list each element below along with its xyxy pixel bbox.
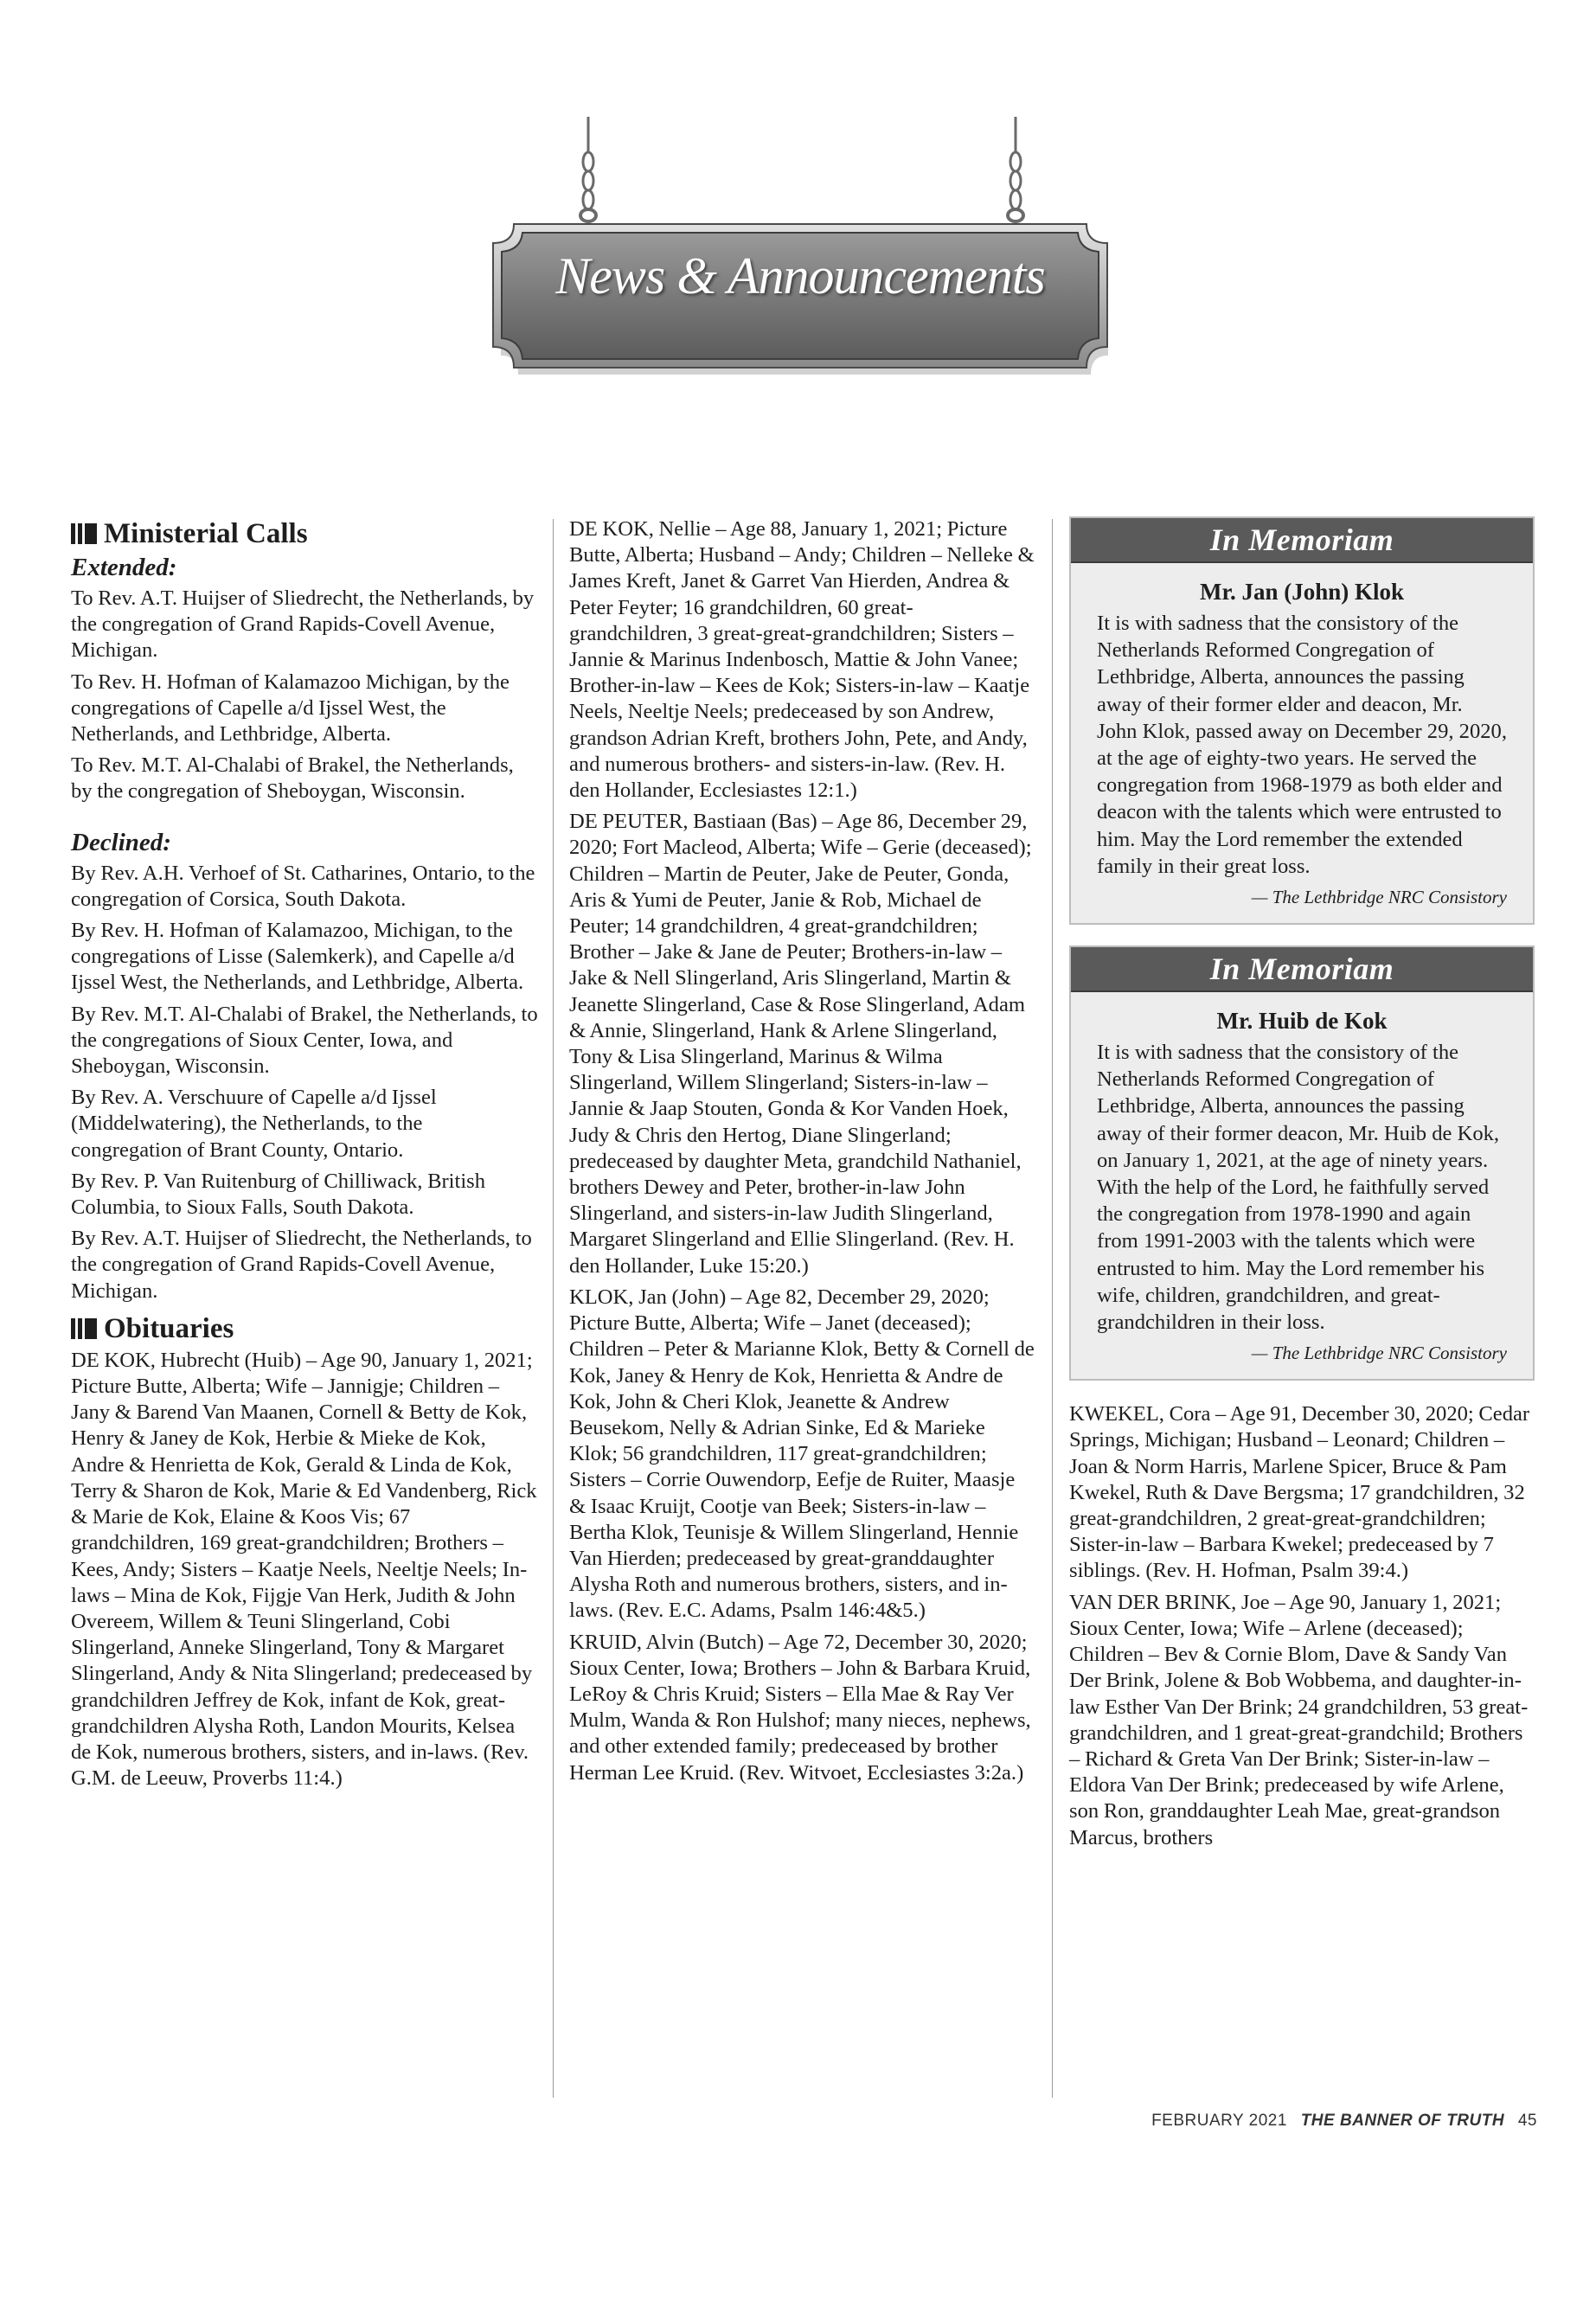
memoriam-name: Mr. Huib de Kok xyxy=(1216,1008,1388,1035)
page-number: 45 xyxy=(1517,2112,1537,2130)
extended-label: Extended: xyxy=(71,554,177,581)
call-declined: By Rev. A. Verschuure of Capelle a/d Ijssel (Middelwatering), the Netherlands, to the congregation of Brant County, Ontario. xyxy=(71,1086,437,1162)
memoriam-box xyxy=(1069,945,1535,1381)
section-bars-icon xyxy=(71,523,97,544)
memoriam-heading: In Memoriam xyxy=(1071,947,1533,992)
chain-left xyxy=(580,117,596,221)
call-declined: By Rev. A.T. Huijser of Sliedrecht, the Netherlands, to the congregation of Grand Rapids-Covell Avenue, Michigan. xyxy=(71,1227,532,1303)
call-declined: By Rev. P. Van Ruitenburg of Chilliwack, British Columbia, to Sioux Falls, South Dakota. xyxy=(71,1169,486,1220)
memoriam-body: It is with sadness that the consistory of the Netherlands Reformed Congregation of Lethbridge, Alberta, announces the passing away of their former elder and deacon, Mr. John Klok, passed away on December 29, 2020, at the age of eighty-two years. He served the congregation from 1968-1979 as both elder and deacon with the talents which were entrusted to him. May the Lord remember the extended family in their great loss. xyxy=(1097,612,1508,878)
footer-date: FEBRUARY 2021 xyxy=(1151,2112,1287,2130)
chain-right xyxy=(1008,117,1023,221)
declined-label: Declined: xyxy=(71,828,171,856)
obituary-entry: DE KOK, Hubrecht (Huib) – Age 90, January 1, 2021; Picture Butte, Alberta; Wife – Jannigje; Children – Jany & Barend Van Maanen, Cornell & Betty de Kok, Henry & Janey de Kok, Herbie & Mieke de Kok, Andre & Henrietta de Kok, Gerald & Linda de Kok, Terry & Sharon de Kok, Marie & Ed Vandenberg, Rick & Marie de Kok, Elaine & Koos Vis; 67 grandchildren, 169 great-grandchildren; Brothers – Kees, Andy; Sisters – Kaatje Neels, Neeltje Neels; In-laws – Mina de Kok, Fijgje Van Herk, Judith & John Overeem, Willem & Teuni Slingerland, Cobi Slingerland, Anneke Slingerland, Tony & Margaret Slingerland, Andy & Nita Slingerland; predeceased by grandchildren Jeffrey de Kok, infant de Kok, great-grandchildren Alysha Roth, Landon Mourits, Kelsea de Kok, numerous brothers, sisters, and in-laws. (Rev. G.M. de Leeuw, Proverbs 11:4.) xyxy=(71,1348,537,1791)
memoriam-heading: In Memoriam xyxy=(1071,518,1533,563)
memoriam-box xyxy=(1069,516,1535,925)
column-1 xyxy=(71,516,538,1797)
call-extended: To Rev. M.T. Al-Chalabi of Brakel, the Netherlands, by the congregation of Sheboygan, Wisconsin. xyxy=(71,753,514,804)
obituaries-heading: Obituaries xyxy=(71,1311,538,1346)
column-divider-2 xyxy=(1052,519,1053,2098)
obituary-entry: KWEKEL, Cora – Age 91, December 30, 2020; Cedar Springs, Michigan; Husband – Leonard; Children – Joan & Norm Harris, Marlene Spicer, Bruce & Pam Kwekel, Ruth & Dave Bergsma; 17 grandchildren, 32 great-grandchildren, 2 great-great-grandchildren; Sister-in-law – Barbara Kwekel; predeceased by 7 siblings. (Rev. H. Hofman, Psalm 39:4.) xyxy=(1069,1402,1530,1583)
call-declined: By Rev. H. Hofman of Kalamazoo, Michigan, to the congregations of Lisse (Salemkerk), and Capelle a/d Ijssel West, the Netherlands, and Lethbridge, Alberta. xyxy=(71,919,524,995)
memoriam-name: Mr. Jan (John) Klok xyxy=(1199,579,1405,605)
obituary-entry: VAN DER BRINK, Joe – Age 90, January 1, 2021; Sioux Center, Iowa; Wife – Arlene (deceased); Children – Bev & Cornie Blom, Dave & Sandy Van Der Brink, Jolene & Bob Wobbema, and daughter-in-law Esther Van Der Brink; 24 grandchildren, 53 great-grandchildren, and 1 great-great-grandchild; Brothers – Richard & Greta Van Der Brink; Sister-in-law – Eldora Van Der Brink; predeceased by wife Arlene, son Ron, granddaughter Leah Mae, great-grandson Marcus, brothers xyxy=(1069,1590,1529,1849)
obituary-entry: KLOK, Jan (John) – Age 82, December 29, 2020; Picture Butte, Alberta; Wife – Janet (deceased); Children – Peter & Marianne Klok, Betty & Cornell de Kok, Janey & Henry de Kok, Henrietta & Andre de Kok, John & Cheri Klok, Jeanette & Andrew Beusekom, Nelly & Adrian Sinke, Ed & Marieke Klok; 56 grandchildren, 117 great-grandchildren; Sisters – Corrie Ouwendorp, Eefje de Ruiter, Maasje & Isaac Kruijt, Cootje van Beek; Sisters-in-law – Bertha Klok, Teunisje & Willem Slingerland, Hennie Van Hierden; predeceased by great-granddaughter Alysha Roth and numerous brothers, sisters, and in-laws. (Rev. E.C. Adams, Psalm 146:4&5.) xyxy=(569,1285,1035,1623)
column-3 xyxy=(1069,516,1536,1856)
memoriam-body: It is with sadness that the consistory of the Netherlands Reformed Congregation of Lethbridge, Alberta, announces the passing away of their former deacon, Mr. Huib de Kok, on January 1, 2021, at the age of ninety years. With the help of the Lord, he faithfully served the congregation from 1978-1990 and again from 1991-2003 with the talents which were entrusted to him. May the Lord remember his wife, children, grandchildren, and great-grandchildren in their loss. xyxy=(1097,1041,1500,1335)
column-2 xyxy=(569,516,1036,1791)
section-bars-icon xyxy=(71,1318,97,1339)
memoriam-signature: — The Lethbridge NRC Consistory xyxy=(1251,887,1507,908)
column-divider-1 xyxy=(553,519,554,2098)
obituary-entry: DE PEUTER, Bastiaan (Bas) – Age 86, December 29, 2020; Fort Macleod, Alberta; Wife – Gerie (deceased); Children – Martin de Peuter, Jake de Peuter, Gonda, Aris & Yumi de Peuter, Janie & Rob, Michael de Peuter; 14 grandchildren, 4 great-grandchildren; Brother – Jake & Jane de Peuter; Brothers-in-law – Jake & Nell Slingerland, Aris Slingerland, Martin & Jeanette Slingerland, Case & Rose Slingerland, Adam & Annie, Slingerland, Hank & Arlene Slingerland, Tony & Lisa Slingerland, Marinus & Wilma Slingerland, Willem Slingerland; Sisters-in-law – Jannie & Jaap Stouten, Gonda & Kor Vanden Hoek, Judy & Chris den Hertog, Diane Slingerland; predeceased by daughter Meta, grandchild Nathaniel, brothers Dewey and Peter, brother-in-law John Slingerland, and sisters-in-law Judith Slingerland, Margaret Slingerland and Ellie Slingerland. (Rev. H. den Hollander, Luke 15:20.) xyxy=(569,810,1032,1278)
header-sign xyxy=(484,117,1116,402)
call-extended: To Rev. H. Hofman of Kalamazoo Michigan, by the congregations of Capelle a/d Ijssel West, the Netherlands, and Lethbridge, Alberta. xyxy=(71,670,510,747)
footer-publication: THE BANNER OF TRUTH xyxy=(1300,2112,1505,2130)
call-declined: By Rev. M.T. Al-Chalabi of Brakel, the Netherlands, to the congregations of Sioux Center, Iowa, and Sheboygan, Wisconsin. xyxy=(71,1002,538,1079)
memoriam-signature: — The Lethbridge NRC Consistory xyxy=(1251,1343,1507,1364)
ministerial-calls-heading: Ministerial Calls xyxy=(71,516,538,551)
call-declined: By Rev. A.H. Verhoef of St. Catharines, Ontario, to the congregation of Corsica, South Dakota. xyxy=(71,861,535,911)
call-extended: To Rev. A.T. Huijser of Sliedrecht, the Netherlands, by the congregation of Grand Rapids-Covell Avenue, Michigan. xyxy=(71,586,535,663)
page-footer xyxy=(1151,2111,1537,2131)
obituary-entry: KRUID, Alvin (Butch) – Age 72, December 30, 2020; Sioux Center, Iowa; Brothers – John & Barbara Kruid, LeRoy & Chris Kruid; Sisters – Ella Mae & Ray Ver Mulm, Wanda & Ron Hulshof; many nieces, nephews, and other extended family; predeceased by brother Herman Lee Kruid. (Rev. Witvoet, Ecclesiastes 3:2a.) xyxy=(569,1630,1031,1785)
sign-title: News & Announcements xyxy=(555,247,1045,304)
obituary-entry: DE KOK, Nellie – Age 88, January 1, 2021; Picture Butte, Alberta; Husband – Andy; Children – Nelleke & James Kreft, Janet & Garret Van Hierden, Andrea & Peter Feyter; 16 grandchildren, 60 great-grandchildren, 3 great-great-grandchildren; Sisters – Jannie & Marinus Indenbosch, Mattie & John Vanee; Brother-in-law – Kees de Kok; Sisters-in-law – Kaatje Neels, Neeltje Neels; predeceased by son Andrew, grandson Adrian Kreft, brothers John, Pete, and Andy, and numerous brothers- and sisters-in-law. (Rev. H. den Hollander, Ecclesiastes 12:1.) xyxy=(569,517,1035,803)
